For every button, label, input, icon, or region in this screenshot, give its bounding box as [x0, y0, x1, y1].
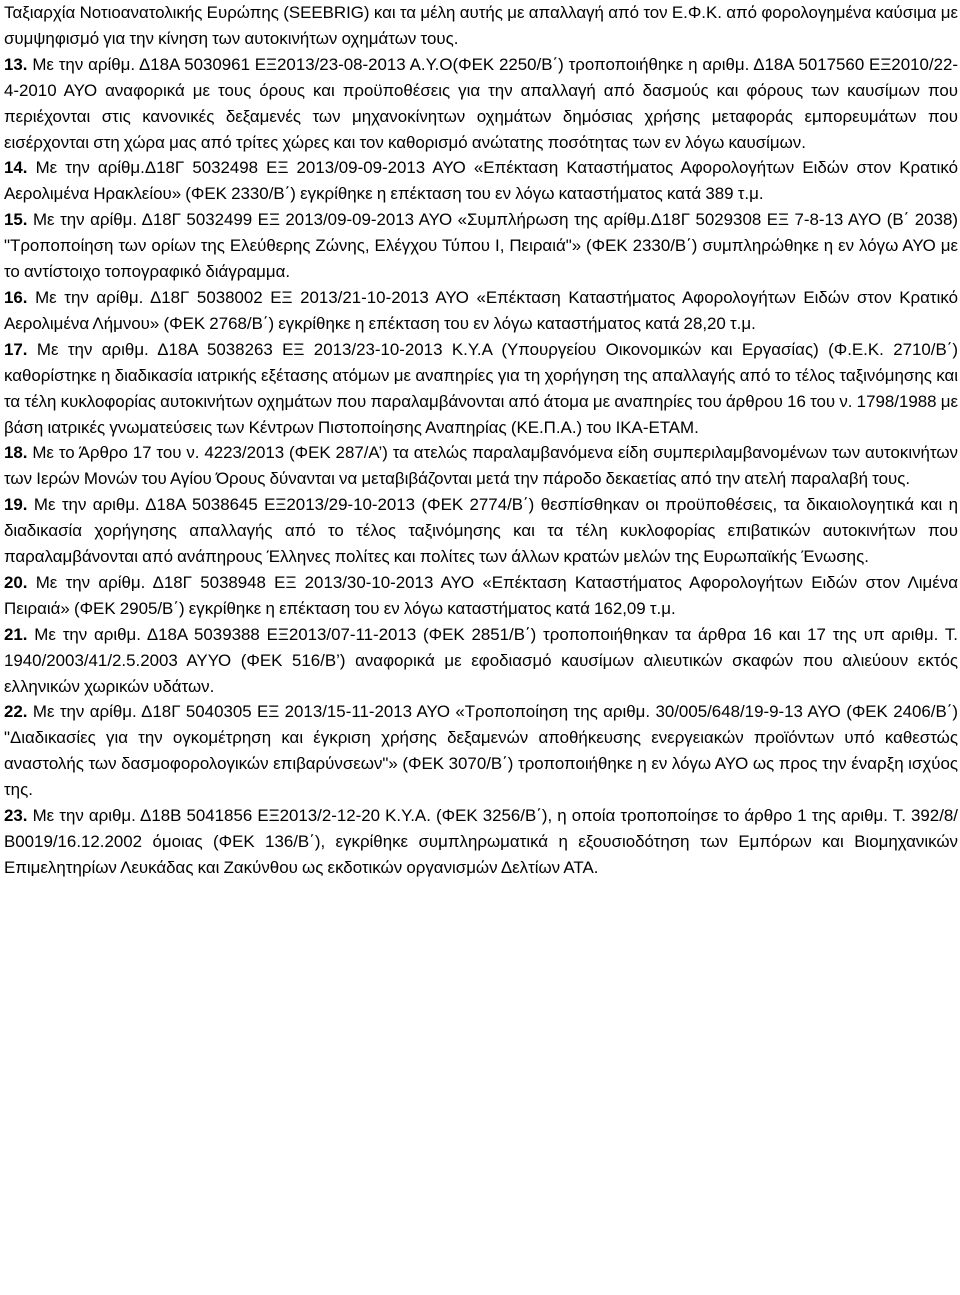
paragraph-item-20 — [4, 570, 958, 622]
paragraph-number: 22. — [4, 702, 28, 722]
paragraph-item-21 — [4, 622, 958, 700]
paragraph-item-16 — [4, 285, 958, 337]
paragraph-item-17 — [4, 337, 958, 441]
paragraph-text: Με την αριθμ. Δ18Α 5038263 ΕΞ 2013/23-10-2013 Κ.Υ.Α (Υπουργείου Οικονομικών και Εργασίας) (Φ.Ε.Κ. 2710/Β΄) καθορίστηκε η διαδικασία ιατρικής εξέτασης ατόμων με αναπηρίες για τη χορήγηση της απαλλαγής από το τέλος ταξινόμησης και τα τέλη κυκλοφορίας αυτοκινήτων οχημάτων που παραλαμβάνονται από άτομα με αναπηρίες του άρθρου 16 του ν. 1798/1988 με βάση ιατρικές γνωματεύσεις των Κέντρων Πιστοποίησης Αναπηρίας (ΚΕ.Π.Α.) του ΙΚΑ-ΕΤΑΜ. — [4, 339, 958, 437]
paragraph-item-18 — [4, 440, 958, 492]
paragraph-number: 20. — [4, 572, 28, 592]
paragraph-number: 23. — [4, 806, 28, 826]
paragraph-text: Με την αριθμ. Δ18Β 5041856 ΕΞ2013/2-12-20 Κ.Υ.Α. (ΦΕΚ 3256/Β΄), η οποία τροποποίησε το άρθρο 1 της αριθμ. Τ. 392/8/Β0019/16.12.2002 όμοιας (ΦΕΚ 136/Β΄), εγκρίθηκε συμπληρωματικά η εξουσιοδότηση των Εμπόρων και Βιομηχανικών Επιμελητηρίων Λευκάδας και Ζακύνθου ως εκδοτικών οργανισμών Δελτίων ΑΤΑ. — [4, 806, 958, 877]
paragraph-number: 21. — [4, 624, 28, 644]
paragraph-item-14 — [4, 155, 958, 207]
paragraph-text: Ταξιαρχία Νοτιοανατολικής Ευρώπης (SEEBRIG) και τα μέλη αυτής με απαλλαγή από τον Ε.Φ.Κ. από φορολογημένα καύσιμα με συμψηφισμό για την κίνηση των αυτοκινήτων οχημάτων τους. — [4, 3, 958, 48]
paragraph-number: 14. — [4, 158, 28, 178]
paragraph-text: Με την αρίθμ. Δ18Γ 5038002 ΕΞ 2013/21-10-2013 ΑΥΟ «Επέκταση Καταστήματος Αφορολογήτων Ειδών στον Κρατικό Αερολιμένα Λήμνου» (ΦΕΚ 2768/Β΄) εγκρίθηκε η επέκταση του εν λόγω καταστήματος κατά 28,20 τ.μ. — [4, 287, 958, 333]
paragraph-item-23 — [4, 803, 958, 881]
paragraph-text: Με την αρίθμ. Δ18Γ 5038948 ΕΞ 2013/30-10-2013 ΑΥΟ «Επέκταση Καταστήματος Αφορολογήτων Ειδών στον Λιμένα Πειραιά» (ΦΕΚ 2905/Β΄) εγκρίθηκε η επέκταση του εν λόγω καταστήματος κατά 162,09 τ.μ. — [4, 572, 958, 618]
paragraph-number: 13. — [4, 54, 28, 74]
paragraph-text: Με την αρίθμ. Δ18Α 5030961 ΕΞ2013/23-08-2013 Α.Υ.Ο(ΦΕΚ 2250/Β΄) τροποποιήθηκε η αριθμ. Δ18Α 5017560 ΕΞ2010/22-4-2010 ΑΥΟ αναφορικά με τους όρους και προϋποθέσεις για την απαλλαγή από δασμούς και φόρους των καυσίμων που περιέχονται στις κανονικές δεξαμενές των μηχανοκίνητων οχημάτων δημόσιας χρήσης μεταφοράς εμπορευμάτων που εισέρχονται στη χώρα μας από τρίτες χώρες και τον καθορισμό ανώτατης ποσότητας των εν λόγω καυσίμων. — [4, 54, 958, 152]
paragraph-number: 17. — [4, 339, 28, 359]
paragraph-text: Με την αριθμ. Δ18Α 5038645 ΕΞ2013/29-10-2013 (ΦΕΚ 2774/Β΄) θεσπίσθηκαν οι προϋποθέσεις, τα δικαιολογητικά και η διαδικασία χορήγησης απαλλαγής από το τέλος ταξινόμησης και τα τέλη κυκλοφορίας επιβατικών αυτοκινήτων που παραλαμβάνονται από ανάπηρους Έλληνες πολίτες και πολίτες των άλλων κρατών μελών της Ευρωπαϊκής Ένωσης. — [4, 495, 958, 567]
paragraph-item-19 — [4, 492, 958, 570]
paragraph-item-22 — [4, 699, 958, 803]
paragraph-number: 16. — [4, 287, 28, 307]
paragraph-item-13 — [4, 52, 958, 156]
paragraph-number: 19. — [4, 495, 28, 515]
paragraph-number: 15. — [4, 210, 28, 230]
paragraph-text: Με το Άρθρο 17 του ν. 4223/2013 (ΦΕΚ 287/Α’) τα ατελώς παραλαμβανόμενα είδη συμπεριλαμβανομένων των αυτοκινήτων των Ιερών Μονών του Αγίου Όρους δύνανται να μεταβιβάζονται μετά την πάροδο δεκαετίας από την ατελή παραλαβή τους. — [4, 443, 958, 489]
paragraph-item-15 — [4, 207, 958, 285]
paragraph-text: Με την αρίθμ.Δ18Γ 5032498 ΕΞ 2013/09-09-2013 ΑΥΟ «Επέκταση Καταστήματος Αφορολογήτων Ειδών στον Κρατικό Αερολιμένα Ηρακλείου» (ΦΕΚ 2330/Β΄) εγκρίθηκε η επέκταση του εν λόγω καταστήματος κατά 389 τ.μ. — [4, 158, 958, 204]
paragraph-continuation — [4, 0, 958, 52]
paragraph-text: Με την αριθμ. Δ18Α 5039388 ΕΞ2013/07-11-2013 (ΦΕΚ 2851/Β΄) τροποποιήθηκαν τα άρθρα 16 και 17 της υπ αριθμ. Τ. 1940/2003/41/2.5.2003 ΑΥΥΟ (ΦΕΚ 516/Β’) αναφορικά με εφοδιασμό καυσίμων αλιευτικών σκαφών που αλιεύουν εκτός ελληνικών χωρικών υδάτων. — [4, 624, 958, 696]
paragraph-number: 18. — [4, 443, 28, 463]
paragraph-text: Με την αρίθμ. Δ18Γ 5040305 ΕΞ 2013/15-11-2013 ΑΥΟ «Τροποποίηση της αριθμ. 30/005/648/19-9-13 ΑΥΟ (ΦΕΚ 2406/Β΄) "Διαδικασίες για την ογκομέτρηση και έγκριση χρήσης δεξαμενών αποθήκευσης ενεργειακών προϊόντων υπό καθεστώς αναστολής των δασμοφορολογικών επιβαρύνσεων"» (ΦΕΚ 3070/Β΄) τροποποιήθηκε η εν λόγω ΑΥΟ ως προς την έναρξη ισχύος της. — [4, 702, 958, 800]
paragraph-text: Με την αρίθμ. Δ18Γ 5032499 ΕΞ 2013/09-09-2013 ΑΥΟ «Συμπλήρωση της αρίθμ.Δ18Γ 5029308 ΕΞ 7-8-13 ΑΥΟ (Β΄ 2038) "Τροποποίηση των ορίων της Ελεύθερης Ζώνης, Ελέγχου Τύπου Ι, Πειραιά"» (ΦΕΚ 2330/Β΄) συμπληρώθηκε η εν λόγω ΑΥΟ με το αντίστοιχο τοπογραφικό διάγραμμα. — [4, 210, 958, 282]
